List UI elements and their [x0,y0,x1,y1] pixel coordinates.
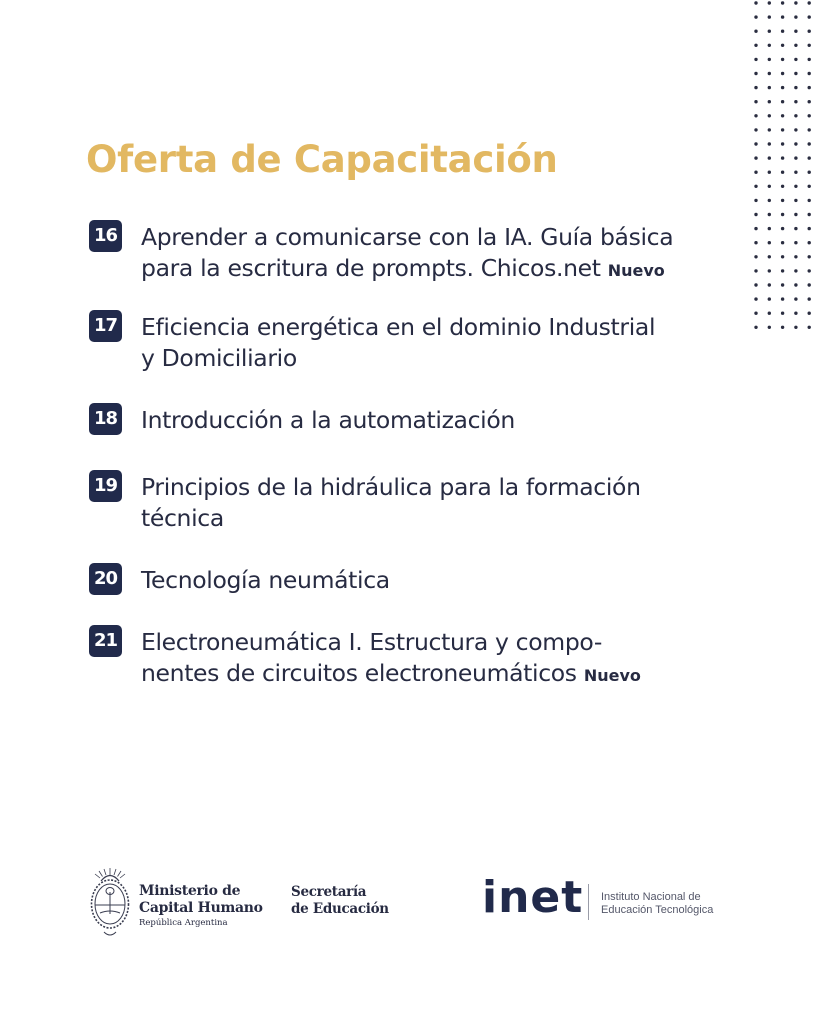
dot [754,44,757,47]
dot [794,100,797,103]
dot [808,156,811,159]
dot [781,171,784,174]
dot [768,156,771,159]
dot [794,297,797,300]
dot [794,241,797,244]
dot [808,114,811,117]
dot [808,142,811,145]
dot [781,44,784,47]
dot [781,100,784,103]
dot [768,185,771,188]
dot [808,199,811,202]
dot [754,185,757,188]
dot [754,72,757,75]
dot [794,213,797,216]
dot [808,255,811,258]
dot [808,15,811,18]
dot [794,128,797,131]
dot [781,15,784,18]
dot [808,58,811,61]
course-title-line: Tecnología neumática [141,566,390,594]
dot [768,1,771,4]
dot [808,241,811,244]
inet-full-name [601,891,713,916]
course-title [141,627,741,691]
dot [768,142,771,145]
dot [754,213,757,216]
inet-logo: inet [482,872,584,923]
dot [781,156,784,159]
dot [808,44,811,47]
dot [794,1,797,4]
dot [808,171,811,174]
dot [794,72,797,75]
dot [768,241,771,244]
dot [794,171,797,174]
dot [794,199,797,202]
dot [754,241,757,244]
dot [794,312,797,315]
dot [754,30,757,33]
dot [768,72,771,75]
course-title [141,565,741,596]
dot [768,213,771,216]
dot [794,185,797,188]
dot [768,58,771,61]
dot [808,128,811,131]
dot [754,128,757,131]
course-title-line: Introducción a la automatización [141,406,515,434]
course-title [141,405,741,436]
dot [754,255,757,258]
logo-divider [588,884,589,920]
dot [794,269,797,272]
course-title [141,472,741,534]
dot [794,15,797,18]
dot [781,227,784,230]
new-badge: Nuevo [607,261,665,280]
course-title [141,222,741,286]
dot [794,58,797,61]
argentina-coat-of-arms-icon [86,866,134,942]
ministry-line-2: Capital Humano [139,900,263,916]
dot [754,227,757,230]
dot [808,86,811,89]
dot [768,283,771,286]
dot [754,142,757,145]
dot [808,185,811,188]
course-title-line: técnica [141,504,224,532]
dot [754,297,757,300]
dot [794,142,797,145]
dot [768,15,771,18]
dot [768,255,771,258]
dot [781,255,784,258]
course-number-badge: 20 [89,563,122,595]
dot [781,269,784,272]
dot [794,283,797,286]
dot-grid-decoration [752,0,816,336]
dot [794,227,797,230]
course-number-badge: 17 [89,310,122,342]
course-title-line: Electroneumática I. Estructura y compo- [141,628,602,656]
dot [754,1,757,4]
secretary-line-1: Secretaría [291,884,367,900]
dot [754,114,757,117]
page-title: Oferta de Capacitación [86,138,558,181]
course-title-line: Principios de la hidráulica para la formación [141,473,641,501]
course-title-line: nentes de circuitos electroneumáticos [141,659,577,687]
dot [794,114,797,117]
dot [808,227,811,230]
secretary-line-2: de Educación [291,901,389,917]
dot [781,326,784,329]
dot [781,142,784,145]
dot [781,185,784,188]
dot [794,44,797,47]
dot [768,326,771,329]
course-title [141,312,741,374]
dot [808,213,811,216]
ministry-logo-text [139,883,263,929]
dot [768,114,771,117]
dot [754,326,757,329]
dot [754,156,757,159]
dot [781,58,784,61]
dot [781,128,784,131]
dot [808,297,811,300]
dot [754,199,757,202]
inet-line-2: Educación Tecnológica [601,903,714,916]
course-title-line: y Domiciliario [141,344,297,372]
dot [754,100,757,103]
dot [781,114,784,117]
dot [768,269,771,272]
course-number-badge: 21 [89,625,122,657]
dot [781,72,784,75]
dot [781,283,784,286]
dot [754,283,757,286]
dot [781,241,784,244]
dot [808,326,811,329]
dot [808,312,811,315]
dot [754,312,757,315]
course-title-line: Aprender a comunicarse con la IA. Guía básica [141,223,674,251]
dot [754,86,757,89]
dot [794,326,797,329]
dot [808,283,811,286]
dot [768,30,771,33]
dot [768,171,771,174]
inet-line-1: Instituto Nacional de [601,891,701,903]
course-number-badge: 18 [89,403,122,435]
dot [754,269,757,272]
course-title-line: Eficiencia energética en el dominio Industrial [141,313,656,341]
dot [768,100,771,103]
dot [768,312,771,315]
dot [794,86,797,89]
dot [808,100,811,103]
course-title-line: para la escritura de prompts. Chicos.net [141,254,601,282]
dot [781,1,784,4]
dot [768,44,771,47]
dot [754,58,757,61]
dot [781,213,784,216]
dot [781,297,784,300]
dot [754,15,757,18]
dot [781,86,784,89]
course-number-badge: 19 [89,470,122,502]
ministry-country: República Argentina [139,918,228,928]
dot [808,72,811,75]
dot [781,312,784,315]
ministry-line-1: Ministerio de [139,883,241,899]
dot [794,255,797,258]
dot [808,1,811,4]
dot [781,30,784,33]
dot [781,199,784,202]
dot [754,171,757,174]
course-number-badge: 16 [89,220,122,252]
dot [768,227,771,230]
dot [768,297,771,300]
dot [794,156,797,159]
new-badge: Nuevo [583,666,641,685]
dot [768,128,771,131]
secretary-logo-text [291,884,389,918]
dot [768,199,771,202]
dot [768,86,771,89]
dot [794,30,797,33]
dot [808,269,811,272]
dot [808,30,811,33]
